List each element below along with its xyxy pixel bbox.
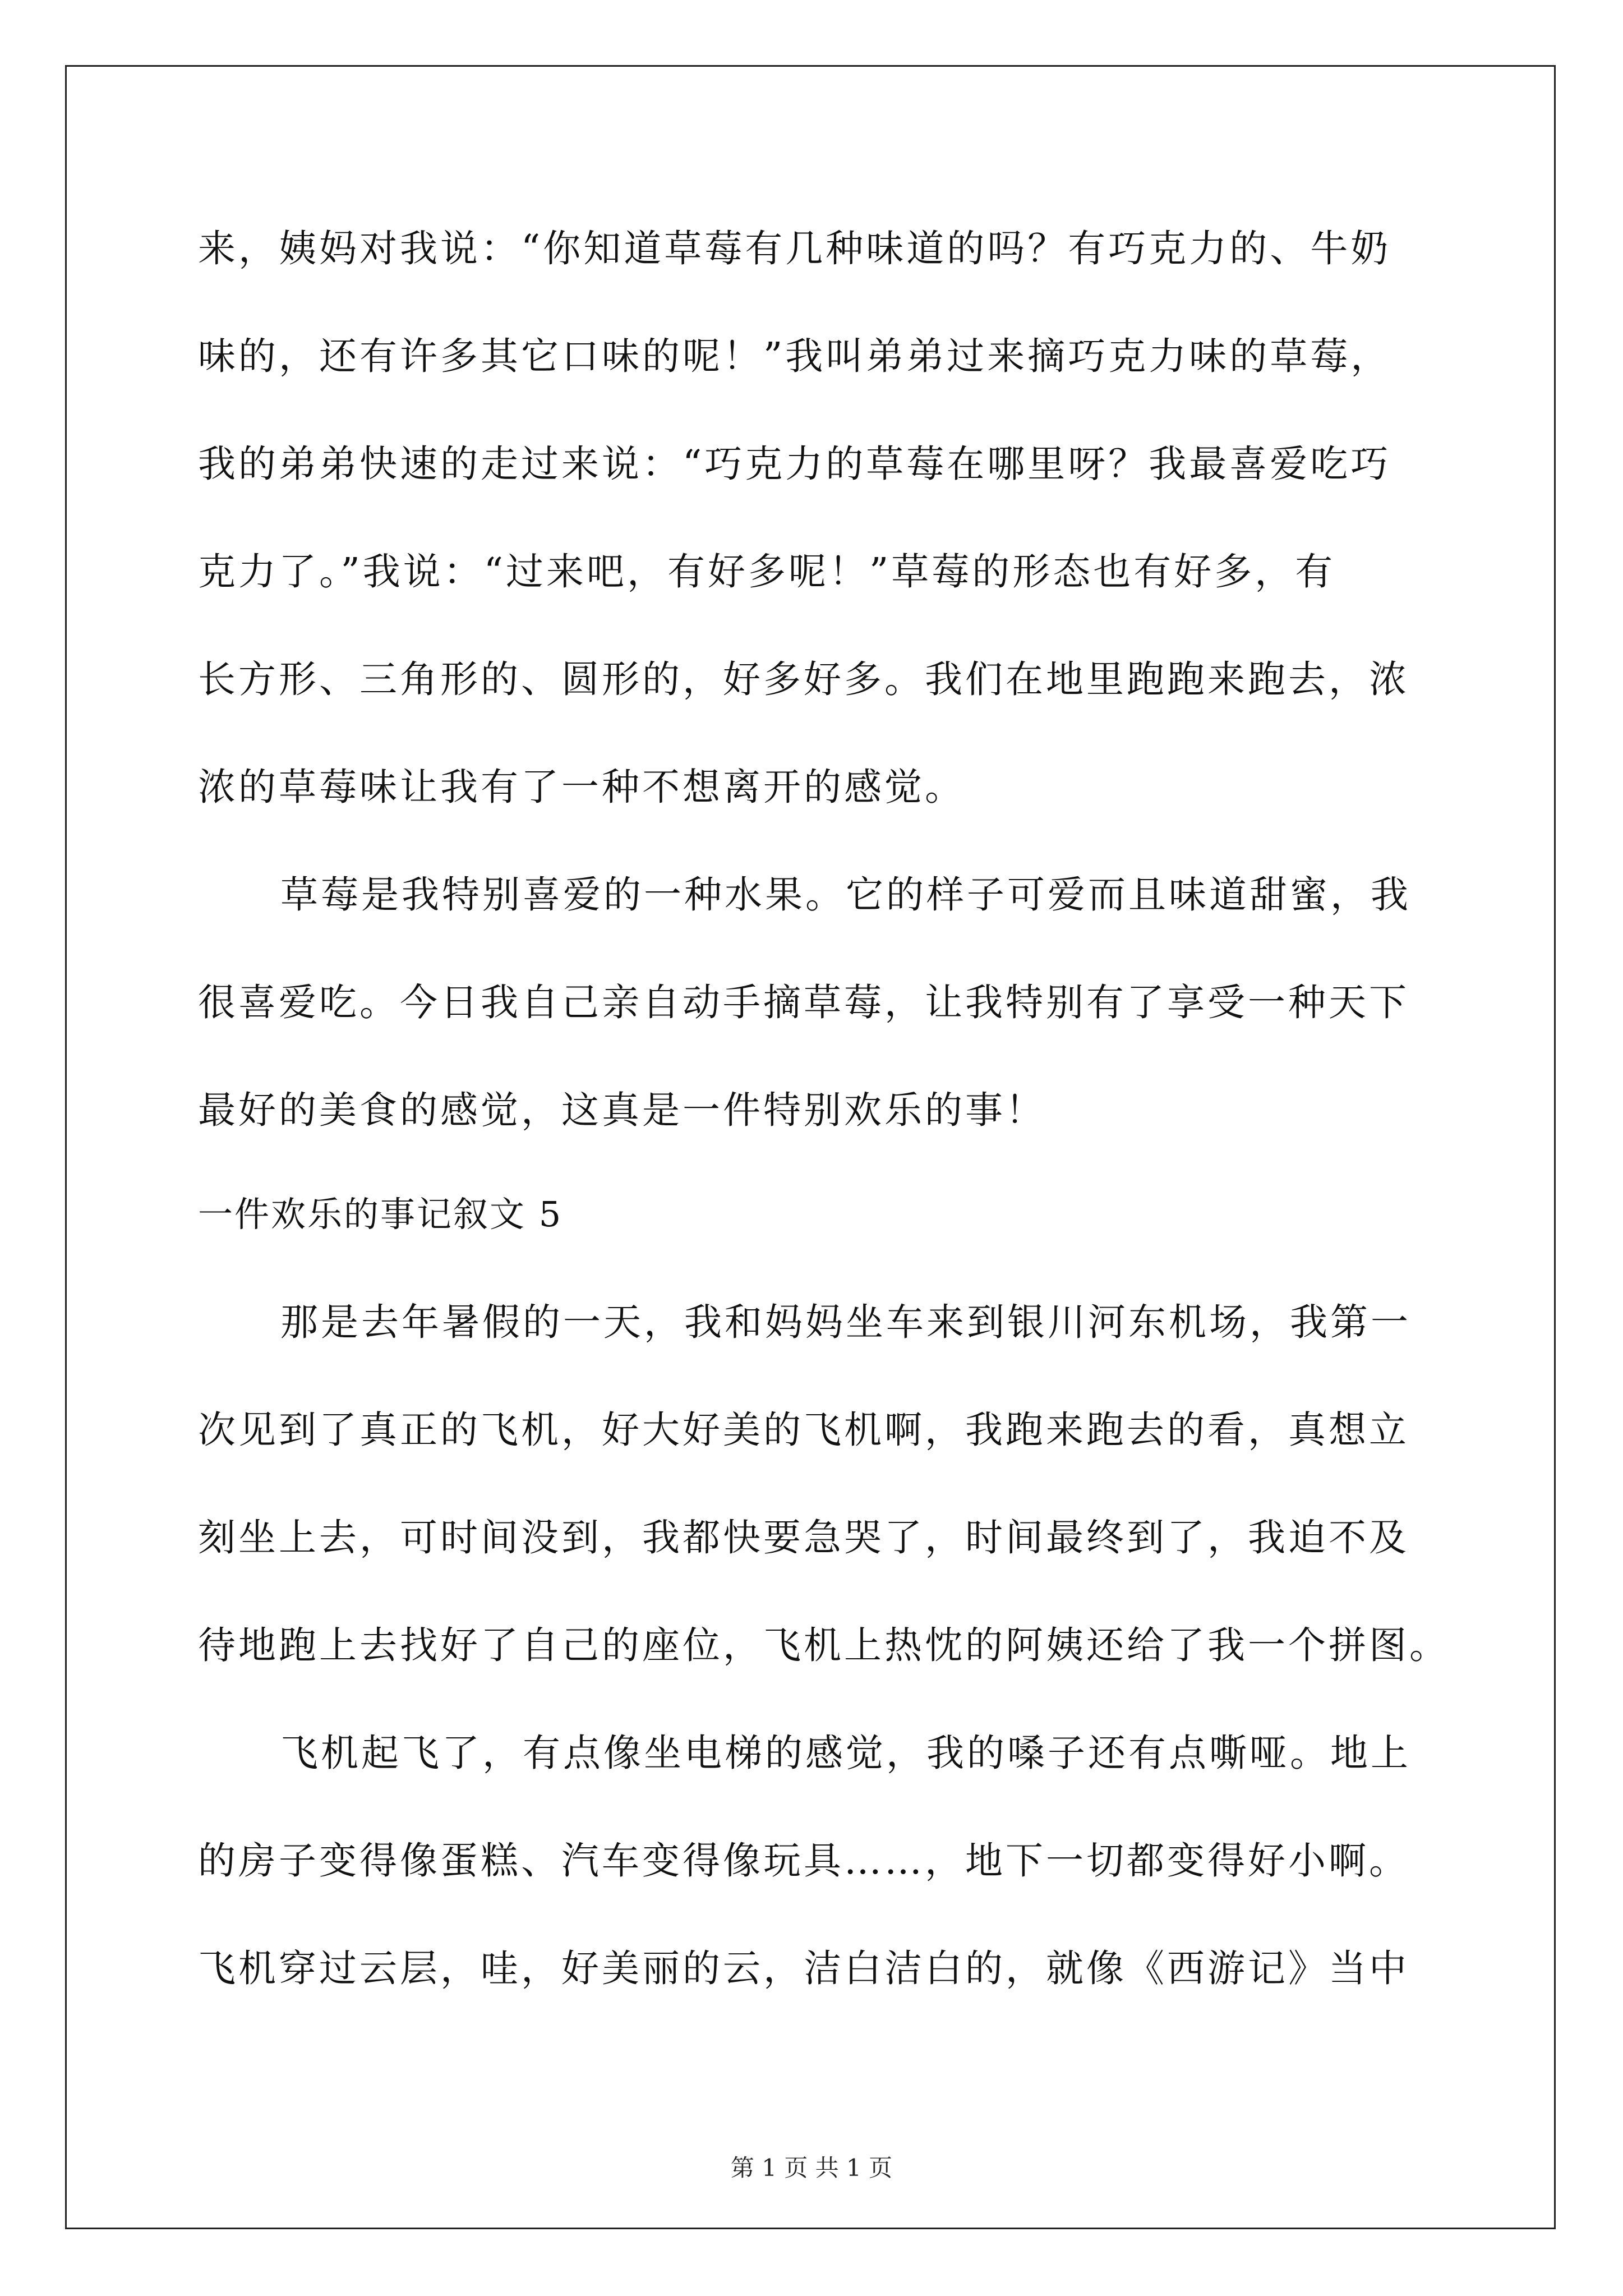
paragraph-first-line: 飞机起飞了，有点像坐电梯的感觉，我的嗓子还有点嘶哑。地上 [280, 1731, 1411, 1775]
body-line: 浓的草莓味让我有了一种不想离开的感觉。 [198, 765, 965, 809]
section-heading: 一件欢乐的事记叙文 5 [198, 1194, 563, 1235]
body-line: 的房子变得像蛋糕、汽车变得像玩具……，地下一切都变得好小啊。 [198, 1839, 1409, 1883]
paragraph-first-line: 草莓是我特别喜爱的一种水果。它的样子可爱而且味道甜蜜，我 [280, 873, 1411, 917]
body-line: 最好的美食的感觉，这真是一件特别欢乐的事！ [198, 1088, 1046, 1132]
body-line: 克力了。”我说：“过来吧，有好多呢！”草莓的形态也有好多，有 [198, 550, 1336, 593]
body-line: 次见到了真正的飞机，好大好美的飞机啊，我跑来跑去的看，真想立 [198, 1408, 1409, 1452]
body-line: 长方形、三角形的、圆形的，好多好多。我们在地里跑跑来跑去，浓 [198, 657, 1409, 701]
paragraph-first-line: 那是去年暑假的一天，我和妈妈坐车来到银川河东机场，我第一 [280, 1300, 1411, 1344]
page-border [65, 65, 1556, 2229]
body-line: 我的弟弟快速的走过来说：“巧克力的草莓在哪里呀？我最喜爱吃巧 [198, 442, 1391, 486]
body-line: 刻坐上去，可时间没到，我都快要急哭了，时间最终到了，我迫不及 [198, 1516, 1409, 1559]
body-line: 飞机穿过云层，哇，好美丽的云，洁白洁白的，就像《西游记》当中 [198, 1947, 1409, 1990]
body-line: 很喜爱吃。今日我自己亲自动手摘草莓，让我特别有了享受一种天下 [198, 981, 1409, 1024]
body-line: 味的，还有许多其它口味的呢！”我叫弟弟过来摘巧克力味的草莓， [198, 334, 1391, 378]
body-line: 来，姨妈对我说：“你知道草莓有几种味道的吗？有巧克力的、牛奶 [198, 227, 1391, 270]
page-number-footer: 第 1 页 共 1 页 [730, 2154, 893, 2182]
body-line: 待地跑上去找好了自己的座位，飞机上热忱的阿姨还给了我一个拼图。 [198, 1623, 1450, 1667]
